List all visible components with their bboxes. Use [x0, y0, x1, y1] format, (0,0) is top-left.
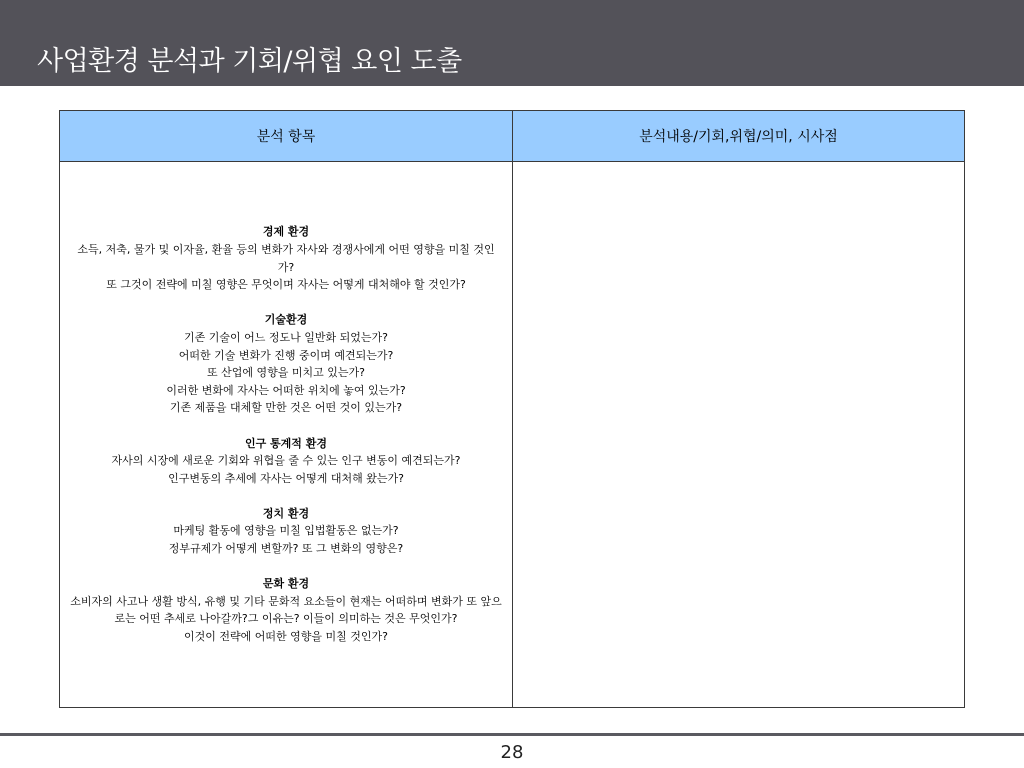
title-bar: [0, 0, 1024, 86]
section-demographic: [70, 435, 502, 488]
table-body-row: [60, 162, 964, 708]
section-line: 이것이 전략에 어떠한 영향을 미칠 것인가?: [184, 630, 388, 644]
section-line: 인구변동의 추세에 자사는 어떻게 대처해 왔는가?: [168, 471, 404, 485]
section-line: 이러한 변화에 자사는 어떠한 위치에 놓여 있는가?: [166, 383, 406, 397]
section-line: 마케팅 활동에 영향을 미칠 입법활동은 없는가?: [173, 524, 399, 538]
analysis-items-content: [70, 223, 502, 645]
section-line: 정부규제가 어떻게 변할까? 또 그 변화의 영향은?: [168, 542, 404, 556]
header-analysis-item: 분석 항목: [60, 111, 513, 162]
section-title-technology: 기술환경: [264, 313, 308, 327]
header-analysis-content: 분석내용/기회,위협/의미, 시사점: [513, 111, 965, 162]
section-line: 기존 기술이 어느 정도나 일반화 되었는가?: [184, 330, 388, 344]
section-line: 기존 제품을 대체할 만한 것은 어떤 것이 있는가?: [169, 401, 403, 415]
section-technology: [70, 311, 502, 417]
footer-divider: [0, 733, 1024, 736]
analysis-items-cell[interactable]: [60, 162, 513, 708]
section-political: [70, 505, 502, 558]
analysis-table-container: [59, 110, 965, 708]
section-title-political: 정치 환경: [262, 506, 310, 520]
section-line: 소득, 저축, 물가 및 이자율, 환율 등의 변화가 자사와 경쟁사에게 어떤 영향을 미칠 것인가?: [77, 242, 495, 274]
analysis-content-cell[interactable]: [513, 162, 965, 708]
section-title-economic: 경제 환경: [262, 225, 310, 239]
table-header-row: [60, 111, 964, 162]
section-cultural: [70, 575, 502, 645]
slide-title: 사업환경 분석과 기회/위협 요인 도출: [37, 46, 462, 77]
section-title-demographic: 인구 통계적 환경: [244, 436, 328, 450]
page-number: 28: [500, 742, 524, 763]
section-line: 또 산업에 영향을 미치고 있는가?: [207, 366, 365, 380]
section-line: 소비자의 사고나 생활 방식, 유행 및 기타 문화적 요소들이 현재는 어떠하며 변화가 또 앞으로는 어떤 추세로 나아갈까?그 이유는? 이들이 의미하는 것은 무엇인가?: [70, 594, 502, 626]
section-economic: [70, 223, 502, 293]
section-title-cultural: 문화 환경: [262, 577, 310, 591]
section-line: 또 그것이 전략에 미칠 영향은 무엇이며 자사는 어떻게 대처해야 할 것인가?: [106, 278, 466, 292]
analysis-table: [60, 111, 964, 707]
section-line: 어떠한 기술 변화가 진행 중이며 예견되는가?: [178, 348, 394, 362]
section-line: 자사의 시장에 새로운 기회와 위협을 줄 수 있는 인구 변동이 예견되는가?: [111, 454, 461, 468]
